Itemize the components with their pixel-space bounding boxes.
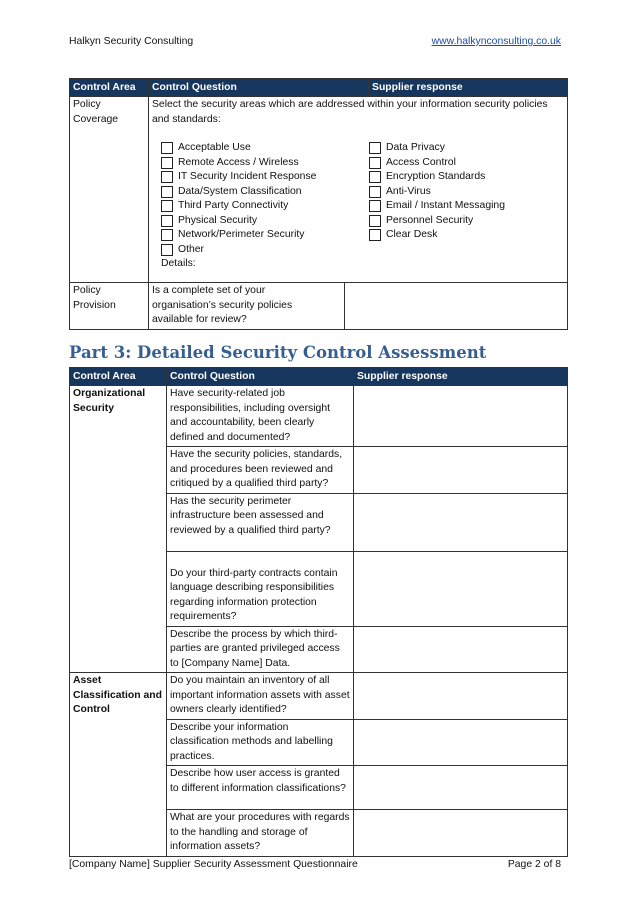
control-question-cell: Describe your information classification methods and labelling practices. bbox=[167, 719, 354, 766]
table-header-row bbox=[70, 79, 568, 97]
checkbox[interactable] bbox=[369, 215, 381, 227]
control-question-cell: Do you maintain an inventory of all important information assets with asset owners clearly identified? bbox=[167, 673, 354, 720]
control-question: Select the security areas which are addressed within your information security policies and standards: bbox=[152, 99, 548, 125]
control-question-cell: Has the security perimeter infrastructure been assessed and reviewed by a qualified third party? bbox=[167, 493, 354, 551]
checkbox[interactable] bbox=[369, 229, 381, 241]
checkbox[interactable] bbox=[369, 186, 381, 198]
checkbox-label: Acceptable Use bbox=[178, 142, 251, 153]
checkbox-option[interactable] bbox=[152, 214, 360, 229]
checkbox-option[interactable] bbox=[152, 170, 360, 185]
checkbox[interactable] bbox=[369, 200, 381, 212]
page-header bbox=[69, 36, 561, 50]
page-footer bbox=[69, 859, 561, 873]
supplier-response-cell[interactable] bbox=[354, 447, 568, 494]
table-row bbox=[70, 283, 568, 330]
assessment-table bbox=[69, 367, 568, 857]
checkbox-label: Personnel Security bbox=[386, 214, 474, 226]
supplier-response-cell[interactable] bbox=[354, 810, 568, 857]
checkbox-label: IT Security Incident Response bbox=[178, 171, 317, 182]
checkbox-option[interactable] bbox=[152, 199, 360, 214]
checkbox-label: Anti-Virus bbox=[386, 185, 431, 197]
policy-coverage-cell bbox=[149, 97, 568, 283]
checkbox-column-left bbox=[152, 141, 360, 257]
checkbox-label: Other bbox=[178, 243, 204, 255]
checkbox-column-right bbox=[360, 141, 530, 257]
security-area-checkboxes bbox=[152, 141, 564, 257]
header-supplier-response: Supplier response bbox=[369, 79, 568, 97]
header-control-question: Control Question bbox=[149, 79, 369, 97]
supplier-response-cell[interactable] bbox=[354, 766, 568, 810]
checkbox-label: Email / Instant Messaging bbox=[386, 200, 505, 211]
checkbox[interactable] bbox=[161, 142, 173, 154]
supplier-response-cell[interactable] bbox=[354, 386, 568, 447]
checkbox[interactable] bbox=[161, 200, 173, 212]
checkbox-label: Data Privacy bbox=[386, 142, 445, 153]
control-area-cell: Policy Coverage bbox=[70, 97, 149, 283]
page-number: Page 2 of 8 bbox=[507, 859, 561, 870]
checkbox[interactable] bbox=[369, 142, 381, 154]
checkbox-option[interactable] bbox=[152, 141, 360, 156]
control-area-cell: Policy Provision bbox=[70, 283, 149, 330]
checkbox[interactable] bbox=[161, 186, 173, 198]
checkbox[interactable] bbox=[369, 171, 381, 183]
checkbox-option[interactable] bbox=[360, 170, 530, 185]
checkbox-option[interactable] bbox=[360, 214, 530, 229]
supplier-response-cell[interactable] bbox=[354, 719, 568, 766]
table-row bbox=[70, 386, 568, 447]
control-question-cell: Have the security policies, standards, and procedures been reviewed and critiqued by a qualified third party? bbox=[167, 447, 354, 494]
checkbox-option[interactable] bbox=[360, 199, 530, 214]
checkbox-option[interactable] bbox=[360, 156, 530, 171]
supplier-response-cell[interactable] bbox=[345, 283, 568, 330]
checkbox[interactable] bbox=[161, 171, 173, 183]
header-control-question: Control Question bbox=[167, 368, 354, 386]
control-question-cell: Describe the process by which third-parties are granted privileged access to [Company Name] Data. bbox=[167, 626, 354, 673]
table-row bbox=[70, 97, 568, 283]
checkbox-option[interactable] bbox=[152, 228, 360, 243]
checkbox-label: Access Control bbox=[386, 156, 456, 168]
checkbox-option[interactable] bbox=[152, 243, 360, 258]
document-title: [Company Name] Supplier Security Assessment Questionnaire bbox=[69, 859, 358, 870]
section-title: Part 3: Detailed Security Control Assessment bbox=[69, 343, 487, 362]
header-supplier-response: Supplier response bbox=[354, 368, 568, 386]
table-header-row bbox=[70, 368, 568, 386]
checkbox-label: Third Party Connectivity bbox=[178, 200, 289, 211]
control-question-cell: Have security-related job responsibilities, including oversight and accountability, been clearly defined and documented? bbox=[167, 386, 354, 447]
checkbox[interactable] bbox=[161, 157, 173, 169]
checkbox-option[interactable] bbox=[360, 228, 530, 243]
checkbox-label: Clear Desk bbox=[386, 229, 438, 240]
policy-table bbox=[69, 78, 568, 330]
supplier-response-cell[interactable] bbox=[354, 551, 568, 626]
control-question-cell: Do your third-party contracts contain language describing responsibilities regarding information protection requirements? bbox=[167, 551, 354, 626]
website-link[interactable]: www.halkynconsulting.co.uk bbox=[431, 36, 561, 47]
checkbox-label: Physical Security bbox=[178, 214, 258, 226]
header-control-area: Control Area bbox=[70, 368, 167, 386]
control-area-cell: Organizational Security bbox=[70, 386, 167, 673]
checkbox-option[interactable] bbox=[360, 141, 530, 156]
checkbox-label: Encryption Standards bbox=[386, 171, 486, 182]
control-area-cell: Asset Classification and Control bbox=[70, 673, 167, 857]
details-label: Details: bbox=[161, 258, 196, 269]
checkbox[interactable] bbox=[161, 229, 173, 241]
table-row bbox=[70, 673, 568, 720]
control-question-cell: Is a complete set of your organisation’s security policies available for review? bbox=[149, 283, 345, 330]
supplier-response-cell[interactable] bbox=[354, 493, 568, 551]
checkbox[interactable] bbox=[161, 244, 173, 256]
checkbox-label: Network/Perimeter Security bbox=[178, 229, 305, 240]
supplier-response-cell[interactable] bbox=[354, 626, 568, 673]
checkbox[interactable] bbox=[369, 157, 381, 169]
checkbox-option[interactable] bbox=[152, 185, 360, 200]
checkbox-label: Data/System Classification bbox=[178, 185, 302, 197]
checkbox-option[interactable] bbox=[360, 185, 530, 200]
company-name: Halkyn Security Consulting bbox=[69, 36, 194, 47]
header-control-area: Control Area bbox=[70, 79, 149, 97]
control-question-cell: What are your procedures with regards to the handling and storage of information assets? bbox=[167, 810, 354, 857]
supplier-response-cell[interactable] bbox=[354, 673, 568, 720]
checkbox[interactable] bbox=[161, 215, 173, 227]
checkbox-label: Remote Access / Wireless bbox=[178, 156, 299, 168]
checkbox-option[interactable] bbox=[152, 156, 360, 171]
control-question-cell: Describe how user access is granted to different information classifications? bbox=[167, 766, 354, 810]
